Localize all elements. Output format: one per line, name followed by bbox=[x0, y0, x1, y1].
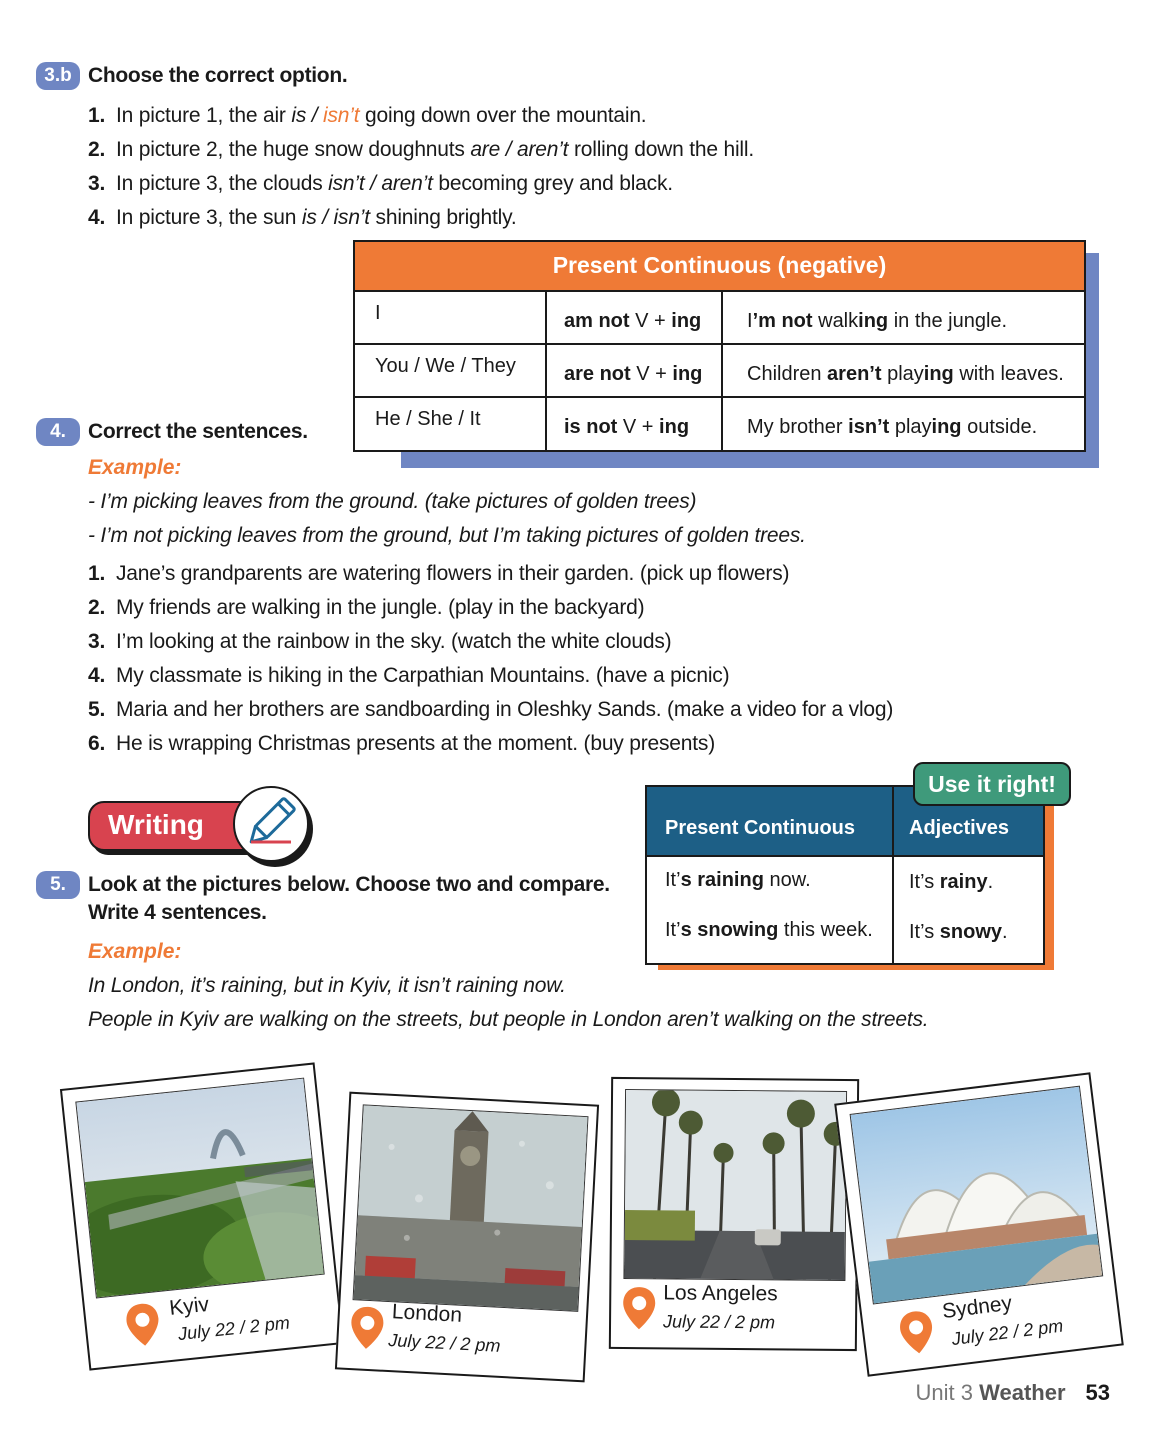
example-answer: - I’m not picking leaves from the ground, but I’m taking pictures of golden trees. bbox=[88, 524, 806, 547]
london-photo bbox=[353, 1104, 589, 1312]
example-label: Example: bbox=[88, 456, 182, 479]
use-it-right-table bbox=[645, 785, 1045, 965]
highlighted-answer: isn’t bbox=[323, 104, 360, 127]
example-sentence: In London, it’s raining, but in Kyiv, it isn’t raining now. bbox=[88, 974, 566, 997]
location-pin-icon bbox=[621, 1285, 657, 1331]
ex4-item: 5. Maria and her brothers are sandboarding in Oleshky Sands. (make a video for a vlog) bbox=[88, 698, 894, 721]
column-header: Present Continuous bbox=[647, 787, 894, 855]
grammar-row: You / We / They are not V + ing Children aren’t playing with leaves. bbox=[355, 345, 1084, 398]
photo-date: July 22 / 2 pm bbox=[950, 1315, 1065, 1350]
location-pin-icon bbox=[896, 1307, 937, 1357]
page-number: 53 bbox=[1085, 1380, 1110, 1405]
use-it-right-row: It’s raining now. It’s rainy. bbox=[647, 857, 1043, 907]
example-label: Example: bbox=[88, 940, 182, 963]
photo-card-sydney bbox=[834, 1072, 1124, 1376]
column-header: Adjectives bbox=[909, 817, 1010, 839]
photo-card-los-angeles bbox=[609, 1077, 859, 1351]
photo-city: Kyiv bbox=[168, 1292, 211, 1320]
writing-banner: Writing bbox=[88, 801, 273, 851]
ex4-item: 4. My classmate is hiking in the Carpathian Mountains. (have a picnic) bbox=[88, 664, 730, 687]
ex3b-item-1: 1. In picture 1, the air is / isn’t going down over the mountain. bbox=[88, 104, 647, 127]
pencil-icon bbox=[233, 786, 309, 862]
exercise-5-title-line2: Write 4 sentences. bbox=[88, 901, 267, 924]
grammar-row: I am not V + ing I’m not walking in the jungle. bbox=[355, 292, 1084, 345]
photo-city: London bbox=[391, 1300, 463, 1327]
photo-date: July 22 / 2 pm bbox=[662, 1311, 776, 1333]
grammar-table-title: Present Continuous (negative) bbox=[355, 242, 1084, 292]
exercise-badge-5: 5. bbox=[36, 871, 80, 899]
photo-city: Los Angeles bbox=[663, 1281, 778, 1306]
ex4-item: 6. He is wrapping Christmas presents at the moment. (buy presents) bbox=[88, 732, 715, 755]
exercise-4-title: Correct the sentences. bbox=[88, 420, 308, 443]
page-footer: Unit 3 Weather 53 bbox=[915, 1380, 1110, 1405]
ex3b-item-2: 2. In picture 2, the huge snow doughnuts are / aren’t rolling down the hill. bbox=[88, 138, 754, 161]
kyiv-photo bbox=[75, 1078, 324, 1299]
exercise-badge-4: 4. bbox=[36, 418, 80, 446]
grammar-table bbox=[353, 240, 1086, 452]
sydney-photo bbox=[850, 1086, 1104, 1305]
los-angeles-photo bbox=[623, 1089, 847, 1281]
location-pin-icon bbox=[348, 1304, 386, 1352]
ex4-item: 1. Jane’s grandparents are watering flowers in their garden. (pick up flowers) bbox=[88, 562, 790, 585]
photo-city: Sydney bbox=[940, 1291, 1014, 1324]
ex3b-item-3: 3. In picture 3, the clouds isn’t / aren’t becoming grey and black. bbox=[88, 172, 673, 195]
photo-date: July 22 / 2 pm bbox=[177, 1312, 291, 1345]
ex4-item: 3. I’m looking at the rainbow in the sky. (watch the white clouds) bbox=[88, 630, 672, 653]
use-it-right-row: It’s snowing this week. It’s snowy. bbox=[647, 907, 1043, 963]
ex3b-item-4: 4. In picture 3, the sun is / isn’t shining brightly. bbox=[88, 206, 517, 229]
ex4-item: 2. My friends are walking in the jungle. (play in the backyard) bbox=[88, 596, 645, 619]
photo-card-london bbox=[335, 1092, 599, 1383]
photo-card-kyiv bbox=[60, 1062, 344, 1370]
exercise-5-title: Look at the pictures below. Choose two and compare. bbox=[88, 873, 610, 896]
example-sentence: - I’m picking leaves from the ground. (take pictures of golden trees) bbox=[88, 490, 697, 513]
use-it-right-tag: Use it right! bbox=[913, 762, 1071, 806]
photo-date: July 22 / 2 pm bbox=[387, 1330, 501, 1356]
exercise-badge-3b: 3.b bbox=[36, 62, 80, 90]
grammar-row: He / She / It is not V + ing My brother isn’t playing outside. bbox=[355, 398, 1084, 450]
location-pin-icon bbox=[123, 1300, 164, 1350]
example-sentence: People in Kyiv are walking on the streets, but people in London aren’t walking on the streets. bbox=[88, 1008, 929, 1031]
exercise-3b-title: Choose the correct option. bbox=[88, 64, 348, 87]
